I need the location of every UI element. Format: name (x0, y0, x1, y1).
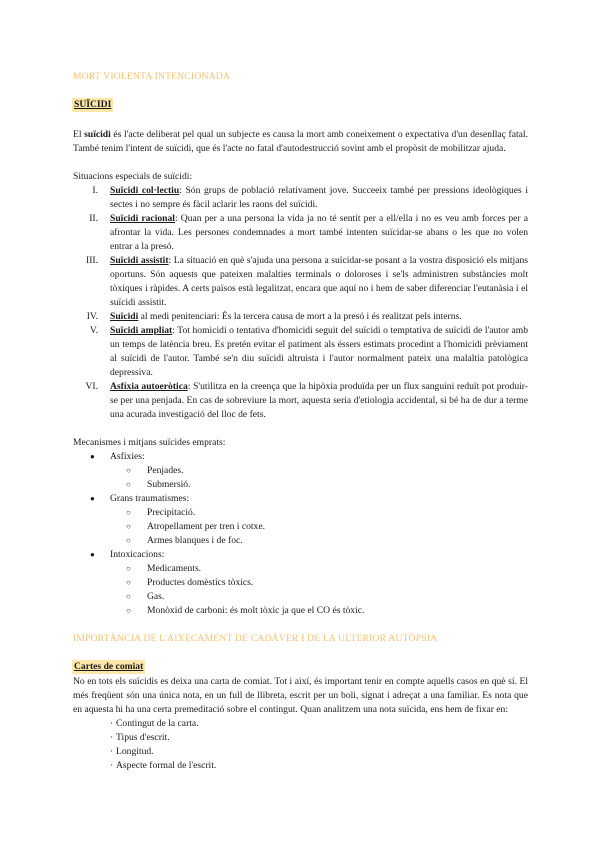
cartes-paragraph: No en tots els suïcidis es deixa una carta de comiat. Tot i així, és important tenir en compte aquells casos en què sí. El més freqüent són una única nota, en un full de llibreta, escrit per un boli, signat i adreçat a una familiar. Es nota que en aquesta hi ha una certa premeditació sobre el contingut. Quan analitzem una nota suïcida, ens hem de fixar en: (73, 676, 528, 715)
list-item: ● Asfíxies: ○ Penjades. ○ Submersió. (73, 450, 528, 492)
list-item: ○ Gas. (126, 591, 165, 602)
intro-paragraph: El suïcidi és l'acte deliberat pel qual un subjecte es causa la mort amb coneixement o expectativa d'un desenllaç fatal. També tenim l'intent de suïcidi, que és l'acte no fatal d'autodestrucció sovint amb el propòsit de mobilitzar ajuda. (73, 129, 528, 154)
cartes-list (73, 717, 528, 773)
list-item: ○ Productes domèstics tòxics. (126, 577, 254, 588)
bullet-icon: ● (90, 550, 95, 559)
bullet-icon: ● (90, 452, 95, 461)
list-item: III. Suïcidi assistit: La situació en què s'ajuda una persona a suïcidar-se posant a la vostra disposició els mitjans oportuns. Són aquests que pateixen malalties terminals o doloroses i se'ls administren substàncies molt tòxiques i ràpides. A certs països està legalitzat, encara que aquí no i hem de saber diferenciar l'eutanàsia i el suïcidi assistit. (86, 255, 528, 308)
list-item: IV. Suïcidi al medi penitenciari: És la tercera causa de mort a la presó i és realitzat pels interns. (86, 311, 462, 322)
list-item: ○ Medicaments. (126, 563, 202, 574)
situacions-list (73, 184, 528, 422)
section-title-mort-violenta: MORT VIOLENTA INTENCIONADA (73, 71, 230, 82)
list-item: ○ Atropellament per tren i cotxe. (126, 521, 266, 532)
mecanismes-list (73, 450, 528, 618)
list-item: ● Grans traumatismes: ○ Precipitació. ○ Atropellament per tren i cotxe. ○ Armes blanques i de foc. (73, 492, 528, 548)
heading-suicidi: SUÏCIDI (74, 99, 112, 110)
circle-bullet-icon: ○ (126, 592, 131, 601)
list-item: ○ Precipitació. (126, 507, 196, 518)
list-item: · Aspecte formal de l'escrit. (110, 760, 217, 771)
list-item: · Contingut de la carta. (110, 718, 199, 729)
mecanismes-intro: Mecanismes i mitjans suïcides emprats: (73, 437, 226, 448)
circle-bullet-icon: ○ (126, 536, 131, 545)
list-item: ● Intoxicacions: ○ Medicaments. ○ Productes domèstics tòxics. ○ Gas. ○ Monòxid de carboni: és molt tòxic ja que el CO és tòxic. (73, 548, 528, 618)
heading-cartes-comiat: Cartes de comiat (74, 661, 144, 672)
situacions-intro: Situacions especials de suïcidi: (73, 171, 193, 182)
list-item: · Tipus d'escrit. (110, 732, 170, 743)
circle-bullet-icon: ○ (126, 522, 131, 531)
list-item: ○ Monòxid de carboni: és molt tòxic ja que el CO és tòxic. (126, 605, 365, 616)
bullet-icon: ● (90, 494, 95, 503)
section-title-aixecament: IMPORTÀNCIA DE L'AIXECAMENT DE CADÀVER I DE LA ULTERIOR AUTÒPSIA (73, 633, 438, 644)
document-content (73, 70, 528, 773)
circle-bullet-icon: ○ (126, 578, 131, 587)
circle-bullet-icon: ○ (126, 466, 131, 475)
circle-bullet-icon: ○ (126, 480, 131, 489)
circle-bullet-icon: ○ (126, 508, 131, 517)
list-item: VI. Asfíxia autoeròtica: S'utilitza en la creença que la hipòxia produïda per un flux sanguini reduït pot produir-se per una penjada. En cas de sobreviure la mort, aquesta seria d'etiologia accidental, si bé ha de dur a terme una acurada investigació del lloc de fets. (85, 381, 528, 420)
list-item: ○ Submersió. (126, 479, 191, 490)
list-item: II. Suïcidi racional: Quan per a una persona la vida ja no té sentit per a ell/ella i no es veu amb forces per a afrontar la vida. Les persones condemnades a mort també intenten suïcidar-se abans o les que no volen entrar a la presó. (89, 213, 528, 252)
list-item: V. Suïcidi ampliat: Tot homicidi o tentativa d'homicidi seguit del suïcidi o temptativa de suïcidi de l'autor amb un temps de latència breu. Es pretén evitar el patiment als éssers estimats procedint a l'homicidi prèviament al suïcidi de l'autor. També se'n diu suïcidi altruista i l'autor normalment pateix una malaltia patològica depressiva. (89, 325, 529, 378)
circle-bullet-icon: ○ (126, 564, 131, 573)
list-item: ○ Armes blanques i de foc. (126, 535, 243, 546)
list-item: ○ Penjades. (126, 465, 184, 476)
term-suicidi: suïcidi (84, 129, 111, 140)
list-item: · Longitud. (110, 746, 154, 757)
circle-bullet-icon: ○ (126, 606, 131, 615)
list-item: I. Suïcidi col·lectiu: Són grups de població relativament jove. Succeeix també per pressions ideològiques i sectes i no sempre és fàcil aclarir les raons del suïcidi. (92, 185, 528, 210)
